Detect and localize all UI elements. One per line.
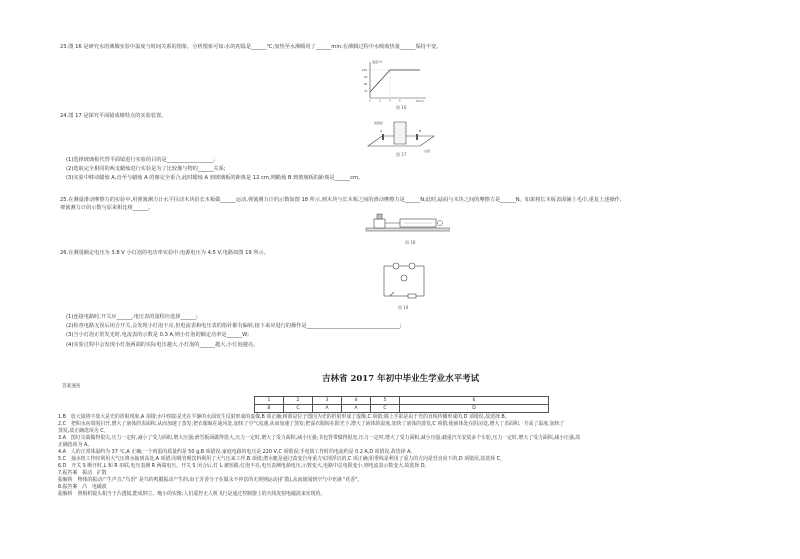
answer-line-4: 3.A 图钉尖端做得很尖,压力一定时,减小了受力面积,增大压强;滑雪板面做得很大,压力一定时,增大了受力面积,减小压强;书包背带做得很宽,压力一定时,增大了受力面积,减小压强;载重汽车安装多个车轮,压力一定时,增大了受力面积,减小压强,故 (58, 435, 581, 441)
boiling-graph (360, 58, 430, 102)
answer-cell: C (371, 405, 400, 413)
fig19-caption: 图 19 (398, 305, 409, 310)
answer-cell: D (400, 405, 549, 413)
q24-line-3: (3)实验中移动蜡烛 A,直至与蜡烛 A 的像完全重合,此时蜡烛 A 到玻璃板的距离是 12 cm,则蜡烛 B 到玻璃板的距离是______cm。 (66, 175, 364, 181)
answer-line-3: 蒸发,故正确选项为 C。 (58, 428, 109, 434)
tick-y: 80 (364, 83, 368, 86)
answer-cell: C (284, 405, 313, 413)
q24-line-1: (1)选择玻璃板代替平面镜进行实验的目的是__________________; (66, 157, 216, 163)
answer-line-8: 6.D 开关 S 断开时,L 和 R 串联,电压表测 R 两端电压。开关 S 闭合后,灯 L 被短路,灯泡不亮,电压表测电源电压,示数变大,电路中总电阻变小,则电流表示数变大,故选择 D。 (58, 463, 430, 469)
q23-text: 23.图 16 是研究水的沸腾实验中温度与时间关系的图象。分析图象可知:水的初温是______℃;加热至水沸腾用了______min;在沸腾过程中水吸收热量______保持不变。 (60, 44, 442, 50)
answer-line-9: 7.振答案 振动 扩散 (58, 470, 107, 476)
tick-x: 4 (389, 99, 391, 102)
mirror-apparatus (360, 118, 440, 156)
tick-y: 100 (362, 69, 367, 72)
answer-cell: A (342, 405, 371, 413)
answer-line-5: 正确选项为 A。 (58, 442, 93, 448)
label-paper: 白纸 (424, 149, 431, 153)
answer-number: 2 (284, 397, 313, 405)
answer-line-12: 振解析 照相机镜头相当于凸透镜,能成倒立、缩小的实像;人们遥控无人机飞行是通过控制器上的天线发射电磁波来实现的。 (58, 491, 326, 497)
label-a: A (380, 129, 383, 133)
q26-line-2: (2)检查电路无误后闭合开关,会发现小灯泡不亮,但电流表和电压表的指针都有偏转,接下来应进行的操作是____________________________________; (66, 323, 402, 329)
tick-x: 2 (379, 99, 381, 102)
tick-y: 70 (364, 90, 368, 93)
answers-title: 吉林省 2017 年初中毕业生学业水平考试 (322, 374, 480, 384)
answer-line-7: 5.C 抽水机工作时利用大气压将水抽到高处,A 项错;用吸管吸饮料利用了大气压来工作,B 项错;潜水艇是通过改变自身重力实现浮沉的,C 项正确;铅垂线是利用了重力的方向是竖直向下的,D 项错误,故选择 C。 (58, 456, 505, 462)
answer-number: 4 (342, 397, 371, 405)
answer-line-1: 1.B 放大镜将字放大是光的折射现象,A 项错;水中倒影是光在平静的水面发生反射形成的虚像,B 项正确;树荫是位于图因为光的折射形成了虚像,C 项错;墙上手影是由于光的直线传播形成的,D 项错误,故选择 B。 (58, 414, 510, 420)
answer-cell: A (313, 405, 342, 413)
q25-text: 25.在测量滑动摩擦力的实验中,用弹簧测力计水平拉动木块沿长木板做______运动,弹簧测力计的示数如图 18 所示,则木块与长木板之间的滑动摩擦力是______N;此时,砝码与木块之间的摩擦力是______N。如果将长木板表面铺上毛巾,重复上述操作, (60, 197, 622, 203)
q24-text: 24.图 17 是探究平面镜成像特点的实验装置。 (60, 113, 167, 119)
tick-y: 90 (364, 76, 368, 79)
answer-line-2: 2.C 把积水向周围扫开,增大了液体的表面积,从而加速了蒸发;把衣服晾在通风处,加快了空气流速,从而加速了蒸发;把湿衣服晾在阳光下,增大了液体的温度,加快了液体的蒸发,C 项错;使液体处在阴凉处,增大了表面积、升高了温度,加快了 (58, 421, 565, 427)
answer-number: 1 (255, 397, 284, 405)
answer-number: 6 (400, 397, 549, 405)
q26-line-1: (1)连接电路时,开关应______,电压表的量程应选择______; (66, 314, 198, 320)
label-glass: 玻璃板 (374, 121, 384, 125)
q26-text: 26.在测量额定电压为 3.8 V 小灯泡的电功率实验中,电源电压为 4.5 V,电路如图 19 所示。 (60, 250, 269, 256)
graph-ylabel: 温度/℃ (372, 60, 383, 64)
fig17-caption: 图 17 (396, 152, 407, 157)
answer-line-11: 8.振答案 凸 电磁波 (58, 484, 107, 490)
quick-answer-label: 答案速查 (62, 384, 81, 389)
label-b: B (419, 129, 422, 133)
q26-line-3: (3)当小灯泡正常发光时,电流表的示数是 0.3 A,则小灯泡的额定功率是______W; (66, 332, 250, 338)
answer-line-10: 振解析 物体的振动产生声音,"鸟语" 是鸟的鸣膜振动产生的;由于芳香分子在做永不停息的无规则运动(扩散),从而使闻到空气中充满 "花香"。 (58, 477, 363, 483)
tick-x: 0 (369, 99, 371, 102)
circuit-diagram (378, 260, 430, 302)
q24-line-2: (2)选取完全相同的两支蜡烛进行实验是为了比较像与物的______关系; (66, 166, 226, 172)
answer-cell: B (255, 405, 284, 413)
answer-table (254, 396, 549, 413)
answer-number: 3 (313, 397, 342, 405)
answer-line-6: 4.A 人的正常体温约为 37 ℃,A 正确;一个鸡蛋的质量约是 50 g,B 项错误;家庭电路的电压是 220 V,C 项错误;手电筒工作时的电流约是 0.2 A,D 项错误,故选择 A。 (58, 449, 416, 455)
friction-apparatus (364, 206, 450, 236)
q26-line-4: (4)实验过程中会发现小灯泡两端的实际电压越大,小灯泡的______越大,小灯泡越亮。 (66, 342, 259, 348)
fig18-caption: 图 18 (405, 240, 416, 245)
graph-xlabel: t/min (416, 99, 424, 102)
tick-x: 6 (399, 99, 401, 102)
q25-text-2: 弹簧测力计的示数与原来相比将______。 (60, 205, 154, 211)
fig16-caption: 图 16 (396, 105, 407, 110)
answer-number: 5 (371, 397, 400, 405)
